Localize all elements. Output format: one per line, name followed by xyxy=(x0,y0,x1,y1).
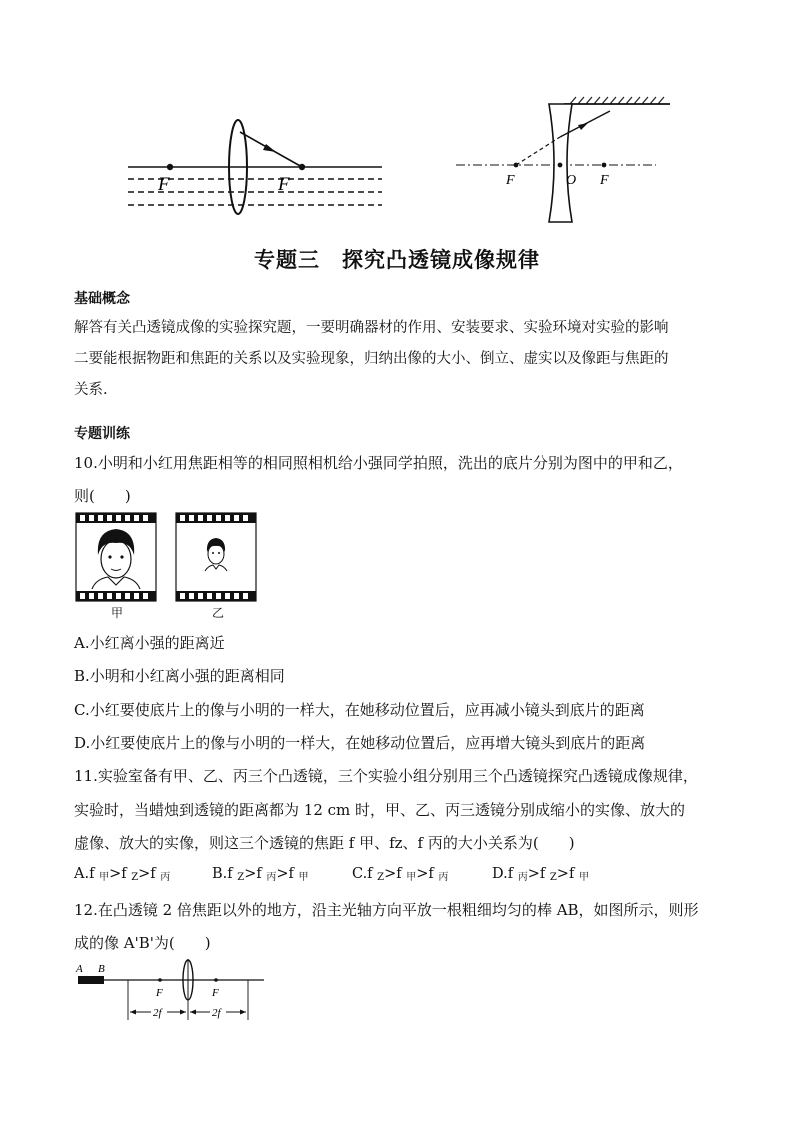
distance-label-2f-left: 2f xyxy=(153,1007,162,1019)
q11-stem-line-3: 虚像、放大的实像，则这三个透镜的焦距 f 甲、fz、f 丙的大小关系为( ) xyxy=(74,834,575,852)
q11-c-pre: C.f xyxy=(352,866,378,882)
focus-label-left-2: F xyxy=(278,174,290,195)
q11-d-sub1: 丙 xyxy=(517,872,528,883)
q11-d-sub2: Z xyxy=(549,872,557,883)
q11-d-sub3: 甲 xyxy=(578,872,589,883)
q11-stem-line-2: 实验时，当蜡烛到透镜的距离都为 12 cm 时，甲、乙、丙三透镜分别成缩小的实像、放大的 xyxy=(74,801,686,819)
rod-label-a: A xyxy=(76,963,83,975)
q12-stem-line-2: 成的像 A'B'为( ) xyxy=(74,934,211,952)
q11-a-pre: A.f xyxy=(74,866,100,882)
q11-option-d xyxy=(492,866,589,883)
q11-c-mid2: >f xyxy=(416,866,439,882)
training-heading: 专题训练 xyxy=(74,426,130,442)
q11-c-sub3: 丙 xyxy=(438,872,449,883)
q11-b-sub1: Z xyxy=(237,872,245,883)
q11-b-sub3: 甲 xyxy=(298,872,309,883)
q11-a-sub2: Z xyxy=(131,872,139,883)
q10-stem-line-1: 10.小明和小红用焦距相等的相同照相机给小强同学拍照，洗出的底片分别为图中的甲和乙， xyxy=(74,454,683,472)
q11-c-sub1: Z xyxy=(377,872,385,883)
film-jia xyxy=(76,513,156,601)
page-title: 专题三 探究凸透镜成像规律 xyxy=(254,248,540,272)
q10-option-a: A.小红离小强的距离近 xyxy=(74,634,225,652)
q10-option-b: B.小明和小红离小强的距离相同 xyxy=(74,667,285,685)
distance-label-2f-right: 2f xyxy=(212,1007,221,1019)
rod-lens-diagram xyxy=(74,956,270,1022)
q11-b-sub2: 丙 xyxy=(266,872,277,883)
focus-label-right-1: F xyxy=(506,173,515,188)
rod-label-b: B xyxy=(98,963,105,975)
caption-jia: 甲 xyxy=(111,606,124,620)
q11-c-sub2: 甲 xyxy=(406,872,417,883)
q11-option-b xyxy=(212,866,308,883)
focus-label-f1: F xyxy=(156,987,163,999)
q10-option-c: C.小红要使底片上的像与小明的一样大，在她移动位置后，应再减小镜头到底片的距离 xyxy=(74,701,645,719)
q11-a-mid1: >f xyxy=(109,866,132,882)
concave-lens-diagram xyxy=(452,94,672,226)
concept-heading: 基础概念 xyxy=(74,291,130,307)
q11-d-mid2: >f xyxy=(556,866,579,882)
film-yi xyxy=(176,513,256,601)
q11-a-mid2: >f xyxy=(138,866,161,882)
focus-label-f2: F xyxy=(212,987,219,999)
concept-line-3: 关系. xyxy=(74,382,108,398)
q11-c-mid1: >f xyxy=(384,866,407,882)
film-negatives-figure xyxy=(74,511,264,605)
q11-option-a xyxy=(74,866,170,883)
q11-a-sub3: 丙 xyxy=(160,872,171,883)
optical-center-label: O xyxy=(566,173,577,188)
concept-line-2: 二要能根据物距和焦距的关系以及实验现象，归纳出像的大小、倒立、虚实以及像距与焦距的 xyxy=(74,351,669,367)
focus-label-right-2: F xyxy=(600,173,609,188)
focus-label-left-1: F xyxy=(158,174,170,195)
concept-line-1: 解答有关凸透镜成像的实验探究题，一要明确器材的作用、安装要求、实验环境对实验的影响 xyxy=(74,320,669,336)
q10-option-d: D.小红要使底片上的像与小明的一样大，在她移动位置后，应再增大镜头到底片的距离 xyxy=(74,734,646,752)
q11-b-mid2: >f xyxy=(276,866,299,882)
convex-lens-diagram xyxy=(126,112,386,222)
q10-stem-line-2: 则( ) xyxy=(74,487,131,505)
caption-yi: 乙 xyxy=(212,606,225,620)
q11-option-c xyxy=(352,866,448,883)
q11-d-pre: D.f xyxy=(492,866,518,882)
q11-stem-line-1: 11.实验室备有甲、乙、丙三个凸透镜，三个实验小组分别用三个凸透镜探究凸透镜成像规律， xyxy=(74,767,698,785)
q12-stem-line-1: 12.在凸透镜 2 倍焦距以外的地方，沿主光轴方向平放一根粗细均匀的棒 AB，如图所示，则形 xyxy=(74,901,699,919)
q11-b-mid1: >f xyxy=(244,866,267,882)
q11-d-mid1: >f xyxy=(527,866,550,882)
q11-b-pre: B.f xyxy=(212,866,238,882)
q11-a-sub1: 甲 xyxy=(99,872,110,883)
concept-paragraph xyxy=(74,313,669,406)
